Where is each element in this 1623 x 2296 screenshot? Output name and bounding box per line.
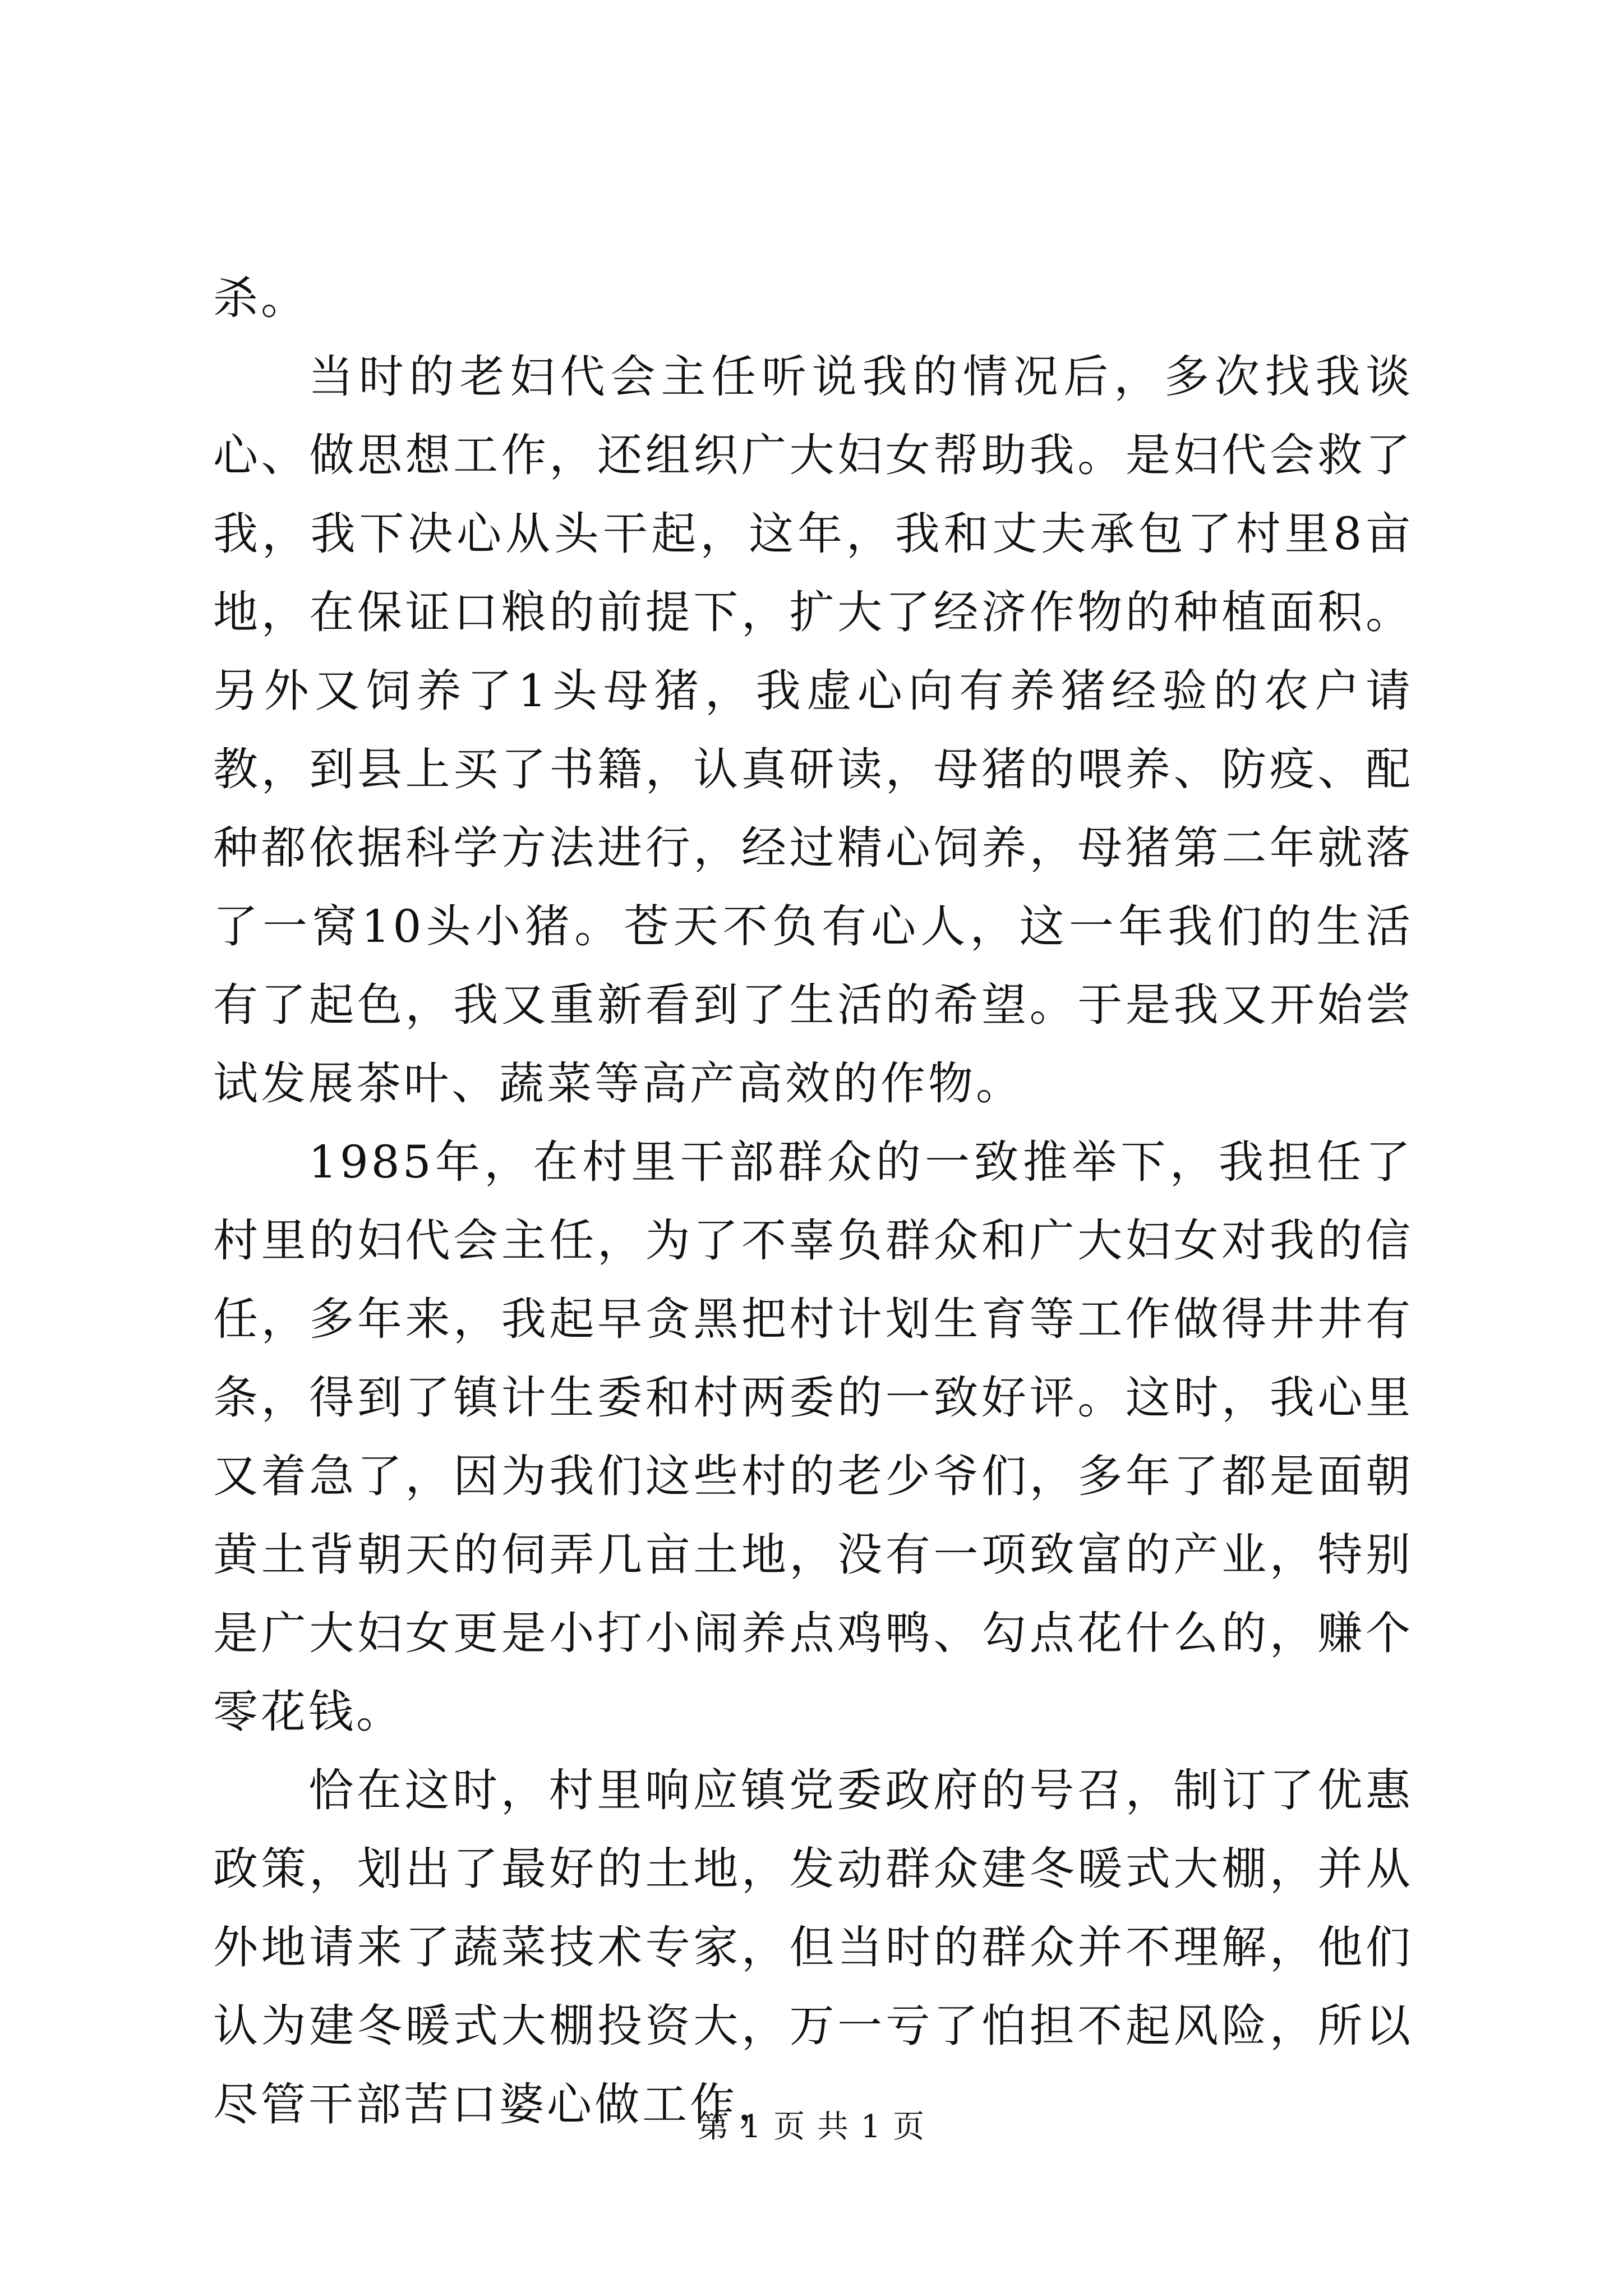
paragraph-continuation: 杀。 [213,272,308,324]
page-footer: 第 1 页 共 1 页 [697,2109,926,2145]
paragraph: 当时的老妇代会主任听说我的情况后，多次找我谈心、做思想工作，还组织广大妇女帮助我。是妇代会救了我，我下决心从头干起，这年，我和丈夫承包了村里8亩地，在保证口粮的前提下，扩大了经济作物的种植面积。另外又饲养了1头母猪，我虚心向有养猪经验的农户请教，到县上买了书籍，认真研读，母猪的喂养、防疫、配种都依据科学方法进行，经过精心饲养，母猪第二年就落了一窝10头小猪。苍天不负有心人，这一年我们的生活有了起色，我又重新看到了生活的希望。于是我又开始尝试发展茶叶、蔬菜等高产高效的作物。 [213,351,1413,1110]
paragraph: 1985年，在村里干部群众的一致推举下，我担任了村里的妇代会主任，为了不辜负群众和广大妇女对我的信任，多年来，我起早贪黑把村计划生育等工作做得井井有条，得到了镇计生委和村两委的一致好评。这时，我心里又着急了，因为我们这些村的老少爷们，多年了都是面朝黄土背朝天的伺弄几亩土地，没有一项致富的产业，特别是广大妇女更是小打小闹养点鸡鸭、勾点花什么的，赚个零花钱。 [213,1136,1413,1738]
paragraph: 恰在这时，村里响应镇党委政府的号召，制订了优惠政策，划出了最好的土地，发动群众建冬暖式大棚，并从外地请来了蔬菜技术专家，但当时的群众并不理解，他们认为建冬暖式大棚投资大，万一亏了怕担不起风险，所以尽管干部苦口婆心做工作， [213,1764,1413,2131]
body-text [213,259,1413,2144]
